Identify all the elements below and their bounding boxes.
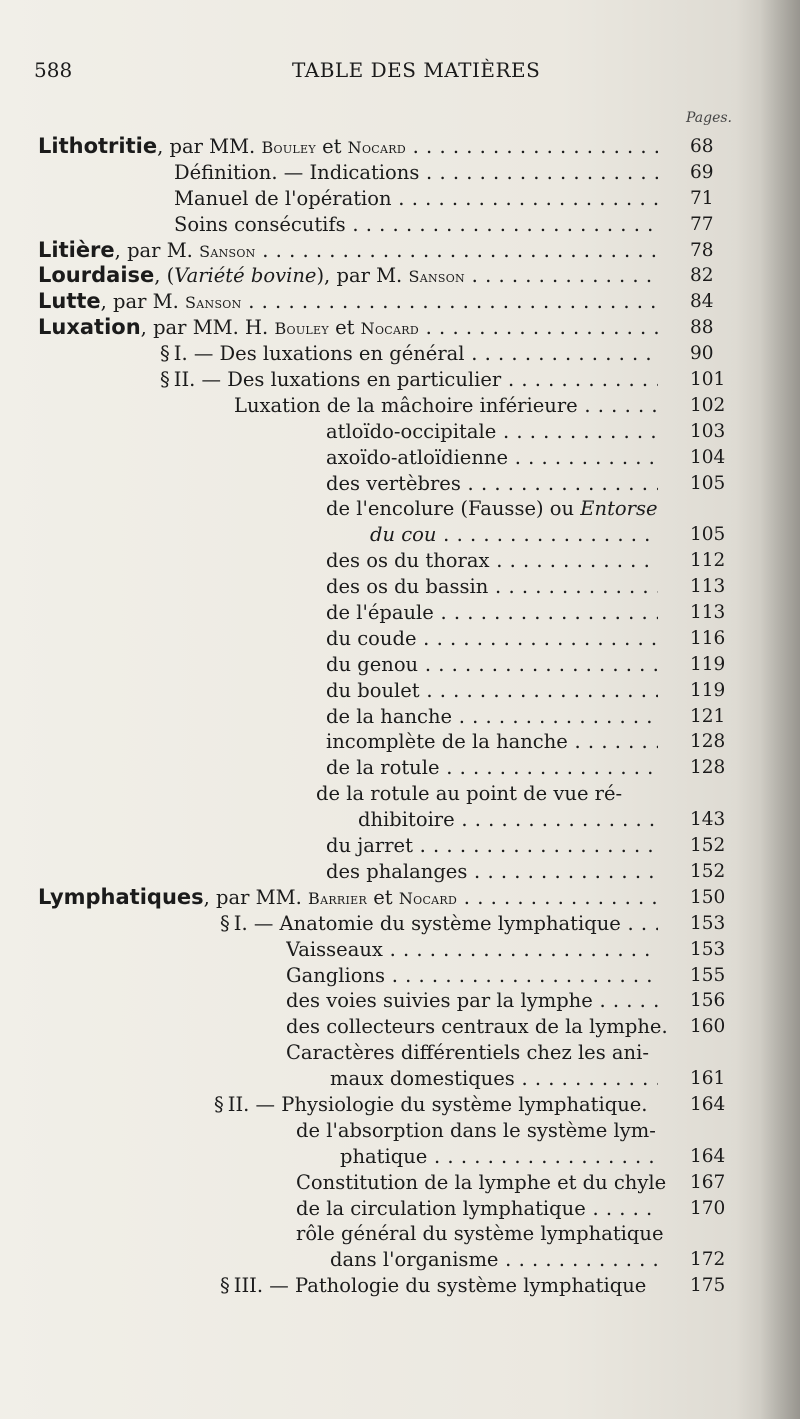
entry-italic: du cou (370, 523, 437, 547)
page-ref: 69 (690, 161, 714, 183)
toc-entry (326, 729, 658, 755)
toc-row (0, 393, 800, 419)
toc-entry (174, 212, 658, 238)
toc-row (0, 1247, 800, 1273)
toc-row (0, 445, 800, 471)
toc-row (0, 186, 800, 212)
page-ref: 172 (690, 1249, 726, 1271)
toc-row (0, 704, 800, 730)
entry-text: dhibitoire (358, 808, 455, 832)
toc-row (0, 885, 800, 911)
page-ref: 164 (690, 1145, 726, 1167)
entry-text: du genou (326, 652, 419, 676)
page-ref: 78 (690, 239, 714, 261)
page-ref: 105 (690, 472, 726, 494)
page-ref: 119 (690, 653, 726, 675)
toc-entry (326, 574, 658, 600)
toc-entry (340, 1144, 658, 1170)
page-ref: 121 (690, 705, 726, 727)
entry-italic: Entorse (580, 497, 658, 521)
entry-text: , par M. (100, 290, 186, 314)
toc-row (0, 678, 800, 704)
toc-row (0, 315, 800, 341)
toc-entry (326, 419, 658, 445)
page-ref: 77 (690, 213, 714, 235)
page-ref: 82 (690, 265, 714, 287)
toc-row (0, 1196, 800, 1222)
entry-heading: Lithotritie (38, 134, 158, 158)
page-header (34, 58, 770, 88)
toc-row (0, 496, 800, 522)
page-ref: 160 (690, 1016, 726, 1038)
entry-text: atloïdo-occipitale (326, 419, 497, 443)
page-ref: 101 (690, 369, 726, 391)
toc-entry (296, 1196, 658, 1222)
entry-text: de la hanche (326, 704, 453, 728)
toc-row (0, 1092, 800, 1118)
page-ref: 156 (690, 990, 726, 1012)
entry-text: et (315, 135, 348, 158)
page-ref: 68 (690, 136, 714, 157)
toc-entry (370, 522, 658, 548)
entry-text: axoïdo-atloïdienne (326, 445, 509, 469)
entry-text: Caractères différentiels chez les ani- (286, 1041, 649, 1065)
author-name: Nocard (347, 138, 406, 157)
toc-row (0, 548, 800, 574)
toc-entry (286, 988, 658, 1014)
toc-entry (174, 186, 658, 212)
toc-entry (326, 859, 658, 885)
toc-entry (330, 1247, 658, 1273)
entry-text: Soins consécutifs (174, 212, 346, 236)
toc-row (0, 238, 800, 264)
toc-row (0, 911, 800, 937)
section-sign: § (160, 368, 170, 392)
toc-row (0, 367, 800, 393)
toc-row (0, 963, 800, 989)
page-ref: 90 (690, 343, 714, 365)
author-name: Bouley (274, 319, 329, 339)
toc-entry (326, 678, 658, 704)
page-ref: 103 (690, 420, 726, 442)
entry-text: II. — Physiologie du système lymphatique. (227, 1092, 648, 1116)
running-title: TABLE DES MATIÈRES (292, 58, 541, 82)
entry-text: de la rotule (326, 756, 440, 780)
toc-row (0, 1014, 800, 1040)
entry-heading: Lymphatiques (38, 884, 204, 909)
page-ref: 150 (690, 886, 726, 908)
entry-text: I. — Des luxations en général (173, 342, 465, 366)
toc-row (0, 859, 800, 885)
toc-row (0, 522, 800, 548)
entry-text: , par MM. (157, 135, 262, 158)
toc-entry (316, 781, 658, 807)
entry-text: de l'épaule (326, 601, 434, 625)
toc-entry (296, 1118, 658, 1144)
entry-heading: Litière (38, 237, 115, 262)
page-ref: 113 (690, 576, 726, 598)
page-ref: 116 (690, 627, 726, 649)
entry-heading: Lourdaise (38, 263, 155, 288)
toc-entry (326, 445, 658, 471)
author-name: Bouley (261, 138, 316, 157)
toc-entry (38, 315, 658, 342)
page-number: 588 (34, 58, 73, 82)
entry-text: rôle général du système lymphatique (296, 1222, 664, 1246)
table-of-contents (0, 134, 800, 1299)
section-sign: § (220, 911, 230, 935)
entry-text: Définition. — Indications (174, 160, 420, 184)
toc-row (0, 341, 800, 367)
page-ref: 143 (690, 809, 726, 831)
toc-row (0, 626, 800, 652)
entry-text: Vaisseaux (286, 937, 383, 961)
toc-entry (326, 704, 658, 730)
toc-entry (214, 1092, 658, 1118)
page-ref: 88 (690, 317, 714, 339)
page-ref: 153 (690, 912, 726, 934)
entry-text: Manuel de l'opération (174, 186, 392, 210)
page-ref: 84 (690, 291, 714, 313)
entry-text: des collecteurs centraux de la lymphe. (286, 1015, 668, 1039)
toc-entry (326, 626, 658, 652)
toc-row (0, 471, 800, 497)
page-ref: 170 (690, 1197, 726, 1219)
entry-text: du boulet (326, 678, 420, 702)
toc-entry (38, 134, 658, 161)
entry-text: Constitution de la lymphe et du chyle (296, 1170, 667, 1194)
toc-entry (296, 1221, 664, 1247)
entry-text: des os du thorax (326, 549, 490, 573)
entry-text: ), par M. (316, 264, 409, 288)
author-name: Barrier (308, 888, 368, 908)
toc-entry (326, 755, 658, 781)
toc-entry (326, 548, 658, 574)
toc-row (0, 729, 800, 755)
entry-text: de la circulation lymphatique (296, 1196, 586, 1220)
toc-row (0, 600, 800, 626)
page-ref: 71 (690, 187, 714, 209)
page-ref: 119 (690, 679, 726, 701)
toc-entry (358, 807, 658, 833)
entry-text: du jarret (326, 834, 413, 858)
author-name: Nocard (398, 888, 458, 908)
toc-entry (286, 937, 658, 963)
entry-text: de l'absorption dans le système lym- (296, 1118, 656, 1142)
entry-text: des phalanges (326, 859, 468, 883)
toc-row (0, 419, 800, 445)
toc-row (0, 160, 800, 186)
toc-entry (326, 652, 658, 678)
entry-text: et (328, 316, 361, 340)
toc-entry (326, 833, 658, 859)
author-name: Sanson (408, 267, 465, 287)
toc-entry (326, 600, 658, 626)
entry-heading: Lutte (38, 289, 101, 314)
entry-text: des vertèbres (326, 471, 461, 495)
section-sign: § (160, 342, 170, 366)
toc-entry (234, 393, 658, 419)
entry-text: de l'encolure (Fausse) ou (326, 497, 581, 521)
toc-row (0, 1273, 800, 1299)
page-ref: 104 (690, 446, 726, 468)
toc-row (0, 1066, 800, 1092)
toc-entry (326, 496, 658, 522)
toc-row (0, 134, 800, 160)
section-sign: § (214, 1092, 224, 1116)
entry-text: Ganglions (286, 963, 386, 987)
toc-row (0, 1170, 800, 1196)
entry-text: des os du bassin (326, 575, 489, 599)
entry-text: incomplète de la hanche (326, 730, 568, 754)
toc-row (0, 212, 800, 238)
page-ref: 153 (690, 938, 726, 960)
page-ref: 175 (690, 1275, 726, 1297)
author-name: Sanson (199, 241, 256, 261)
toc-row (0, 1221, 800, 1247)
page-ref: 155 (690, 964, 726, 986)
toc-entry (286, 1014, 668, 1040)
page-ref: 161 (690, 1068, 726, 1090)
page-ref: 102 (690, 394, 726, 416)
toc-entry (38, 238, 658, 265)
entry-text: du coude (326, 626, 417, 650)
author-name: Sanson (185, 293, 242, 313)
toc-entry (330, 1066, 658, 1092)
entry-text: , par MM. (203, 885, 309, 909)
toc-row (0, 807, 800, 833)
toc-row (0, 1144, 800, 1170)
entry-text: II. — Des luxations en particulier (173, 368, 502, 392)
toc-row (0, 1118, 800, 1144)
page-ref: 128 (690, 731, 726, 753)
entry-text: maux domestiques (330, 1067, 515, 1091)
entry-heading: Luxation (38, 315, 141, 340)
page-ref: 128 (690, 757, 726, 779)
toc-row (0, 937, 800, 963)
toc-entry (38, 885, 658, 912)
entry-text: , par M. (114, 238, 200, 262)
entry-text: des voies suivies par la lymphe (286, 989, 593, 1013)
toc-entry (286, 1040, 658, 1066)
toc-row (0, 755, 800, 781)
page-ref: 105 (690, 524, 726, 546)
entry-text: III. — Pathologie du système lymphatique (233, 1274, 647, 1298)
pages-column-label: Pages. (685, 110, 732, 126)
author-name: Nocard (360, 319, 419, 339)
toc-row (0, 263, 800, 289)
page-ref: 152 (690, 835, 726, 857)
toc-entry (38, 263, 658, 290)
page-ref: 112 (690, 550, 726, 572)
toc-entry (220, 1273, 658, 1299)
toc-entry (296, 1170, 667, 1196)
entry-text: , ( (154, 264, 175, 288)
entry-text: et (367, 885, 399, 909)
toc-row (0, 833, 800, 859)
toc-row (0, 574, 800, 600)
toc-row (0, 781, 800, 807)
toc-row (0, 652, 800, 678)
entry-text: , par MM. H. (140, 316, 275, 340)
entry-text: I. — Anatomie du système lymphatique (233, 911, 621, 935)
entry-text: de la rotule au point de vue ré- (316, 782, 623, 806)
page-ref: 164 (690, 1093, 726, 1115)
toc-row (0, 1040, 800, 1066)
entry-italic: Variété bovine (174, 264, 317, 288)
entry-text: phatique (340, 1144, 428, 1168)
toc-entry (286, 963, 658, 989)
toc-entry (160, 367, 658, 393)
toc-entry (220, 911, 658, 937)
page-ref: 113 (690, 602, 726, 624)
page-ref: 152 (690, 860, 726, 882)
toc-entry (174, 160, 658, 186)
entry-text: dans l'organisme (330, 1248, 499, 1272)
section-sign: § (220, 1274, 230, 1298)
toc-row (0, 988, 800, 1014)
toc-entry (160, 341, 658, 367)
toc-entry (38, 289, 658, 316)
entry-text: Luxation de la mâchoire inférieure (234, 393, 578, 417)
toc-row (0, 289, 800, 315)
toc-entry (326, 471, 658, 497)
page-ref: 167 (690, 1171, 726, 1193)
